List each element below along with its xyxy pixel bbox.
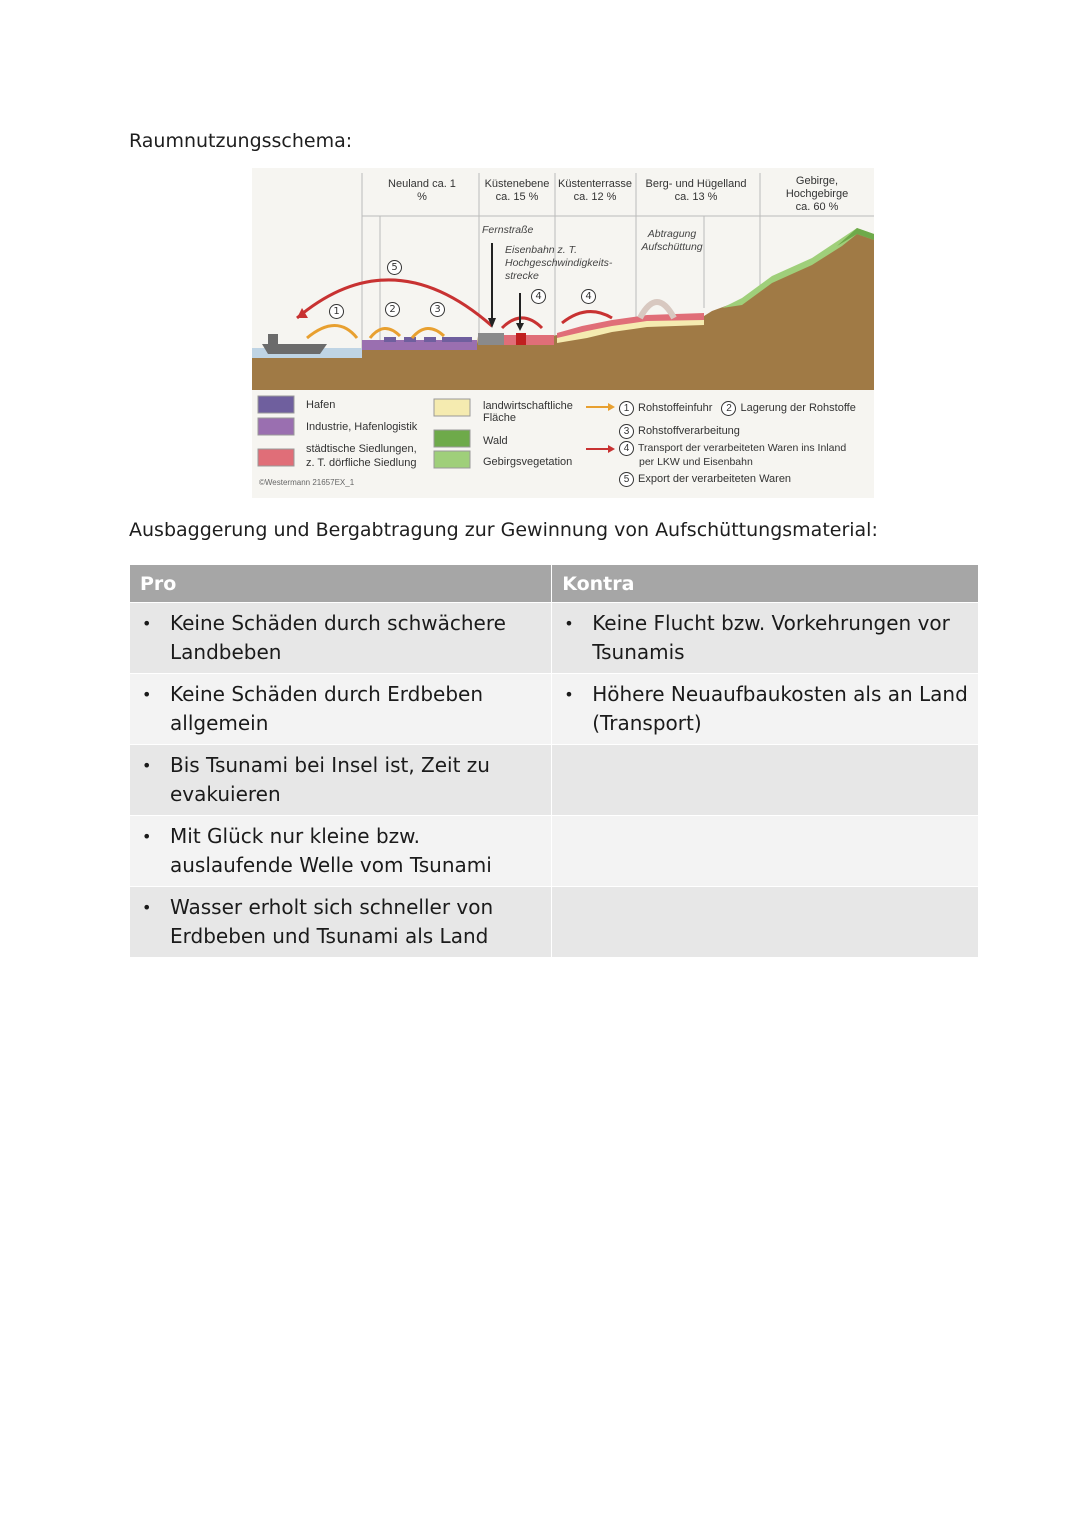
annotation-eisenbahn-3: strecke: [505, 270, 539, 282]
legend-flow-1: [619, 401, 856, 416]
legend-marker-5: 5: [619, 472, 634, 487]
zone-kuestenterrasse: [555, 178, 635, 204]
pro-text: Keine Schäden durch Erdbeben allgemein: [170, 682, 484, 735]
zone-gebirge-name: Gebirge,: [795, 175, 839, 187]
pro-cell: [130, 603, 552, 674]
legend-flow-1-text: Rohstoffeinfuhr: [638, 402, 713, 414]
pro-text: Mit Glück nur kleine bzw. auslaufende Welle vom Tsunami: [170, 824, 492, 877]
contra-cell: [552, 745, 979, 816]
contra-cell: [552, 603, 979, 674]
bullet: •: [142, 614, 152, 633]
contra-cell: [552, 674, 979, 745]
annotation-abtragung-1: Abtragung: [647, 228, 697, 240]
annotation-aufschuettung: Aufschüttung: [641, 241, 703, 253]
pro-cell: [130, 816, 552, 887]
bullet: •: [564, 685, 574, 704]
zone-gebirge-share: ca. 60 %: [795, 201, 839, 213]
zone-berg-huegelland: [638, 178, 754, 204]
legend-landwirtschaft-1: landwirtschaftliche: [483, 400, 573, 412]
zone-kuestenebene-share: ca. 15 %: [495, 191, 539, 203]
legend-swatch-industrie: [258, 418, 294, 435]
land-use-diagram: [252, 168, 874, 498]
legend-flow-4-text-2: per LKW und Eisenbahn: [639, 456, 753, 468]
legend-flow-3: [619, 424, 740, 439]
zone-kuestenebene: [482, 178, 552, 204]
pro-cell: [130, 674, 552, 745]
zone-kuestenebene-name: Küstenebene: [484, 178, 550, 190]
legend-flow-5-text: Export der verarbeiteten Waren: [638, 473, 792, 485]
ship: [262, 344, 327, 354]
contra-header: Kontra: [552, 565, 979, 603]
legend-industrie: Industrie, Hafenlogistik: [306, 421, 418, 433]
table-row: [130, 745, 979, 816]
zone-berg-name: Berg- und Hügelland: [645, 178, 747, 190]
zone-gebirge-name2: Hochgebirge: [785, 188, 849, 200]
marker-2: 2: [385, 302, 400, 317]
pro-header: Pro: [130, 565, 552, 603]
contra-text: Höhere Neuaufbaukosten als an Land (Transport): [592, 682, 968, 735]
annotation-eisenbahn-2: Hochgeschwindigkeits-: [505, 257, 613, 269]
contra-text: Keine Flucht bzw. Vorkehrungen vor Tsunamis: [592, 611, 950, 664]
copyright: ©Westermann 21657EX_1: [259, 478, 355, 487]
settlement-strip: [504, 335, 554, 345]
legend-swatch-wald: [434, 430, 470, 447]
table-row: [130, 674, 979, 745]
legend-marker-1: 1: [619, 401, 634, 416]
legend-flow-5: [619, 472, 791, 487]
legend-hafen: Hafen: [306, 399, 336, 411]
pro-contra-table: [129, 564, 979, 958]
table-row: [130, 816, 979, 887]
legend-marker-3: 3: [619, 424, 634, 439]
scheme-heading: Raumnutzungsschema:: [129, 130, 353, 152]
marker-4a: 4: [531, 289, 546, 304]
zone-gebirge: [772, 175, 862, 214]
marker-5: 5: [387, 260, 402, 275]
bullet: •: [142, 685, 152, 704]
table-row: [130, 887, 979, 958]
legend-siedlung-1: städtische Siedlungen,: [306, 443, 417, 455]
legend-swatch-landwirtschaft: [434, 399, 470, 416]
legend-flow-2-text: Lagerung der Rohstoffe: [740, 402, 856, 414]
legend-swatch-siedlung: [258, 449, 294, 466]
marker-3: 3: [430, 302, 445, 317]
contra-cell: [552, 887, 979, 958]
pro-text: Keine Schäden durch schwächere Landbeben: [170, 611, 506, 664]
bullet: •: [564, 614, 574, 633]
table-row: [130, 603, 979, 674]
pro-text: Bis Tsunami bei Insel ist, Zeit zu evakuieren: [170, 753, 490, 806]
import-arrow: [307, 326, 357, 339]
zone-kuestenterrasse-name: Küstenterrasse: [558, 178, 632, 190]
pro-cell: [130, 745, 552, 816]
legend-gebirgsvegetation: Gebirgsvegetation: [483, 456, 573, 468]
legend-marker-2: 2: [721, 401, 736, 416]
legend-swatch-hafen: [258, 396, 294, 413]
zone-kuestenterrasse-share: ca. 12 %: [573, 191, 617, 203]
legend-marker-4: 4: [619, 441, 634, 456]
annotation-eisenbahn-1: Eisenbahn z. T.: [505, 244, 577, 256]
contra-cell: [552, 816, 979, 887]
road-block: [478, 333, 504, 345]
pro-cell: [130, 887, 552, 958]
legend-flow-4: [619, 441, 846, 469]
marker-4b: 4: [581, 289, 596, 304]
legend-landwirtschaft: [483, 400, 573, 424]
legend-wald: Wald: [483, 435, 508, 447]
annotation-abtragung: [637, 228, 707, 254]
legend-siedlung: [306, 442, 417, 470]
bullet: •: [142, 827, 152, 846]
table-header-row: [130, 565, 979, 603]
legend-flow-4-text: Transport der verarbeiteten Waren ins Inland: [638, 442, 847, 454]
bullet: •: [142, 756, 152, 775]
legend-siedlung-2: z. T. dörfliche Siedlung: [306, 457, 417, 469]
bullet: •: [142, 898, 152, 917]
legend-swatch-gebirgsveg: [434, 451, 470, 468]
annotation-eisenbahn: [505, 244, 612, 283]
zone-berg-share: ca. 13 %: [674, 191, 718, 203]
pro-text: Wasser erholt sich schneller von Erdbeben und Tsunami als Land: [170, 895, 494, 948]
legend-flow-3-text: Rohstoffverarbeitung: [638, 425, 740, 437]
annotation-fernstrasse: Fernstraße: [482, 224, 534, 236]
legend-landwirtschaft-2: Fläche: [483, 412, 517, 424]
zone-neuland: Neuland ca. 1 %: [388, 178, 456, 203]
marker-1: 1: [329, 304, 344, 319]
table-heading: Ausbaggerung und Bergabtragung zur Gewinnung von Aufschüttungsmaterial:: [129, 519, 878, 541]
